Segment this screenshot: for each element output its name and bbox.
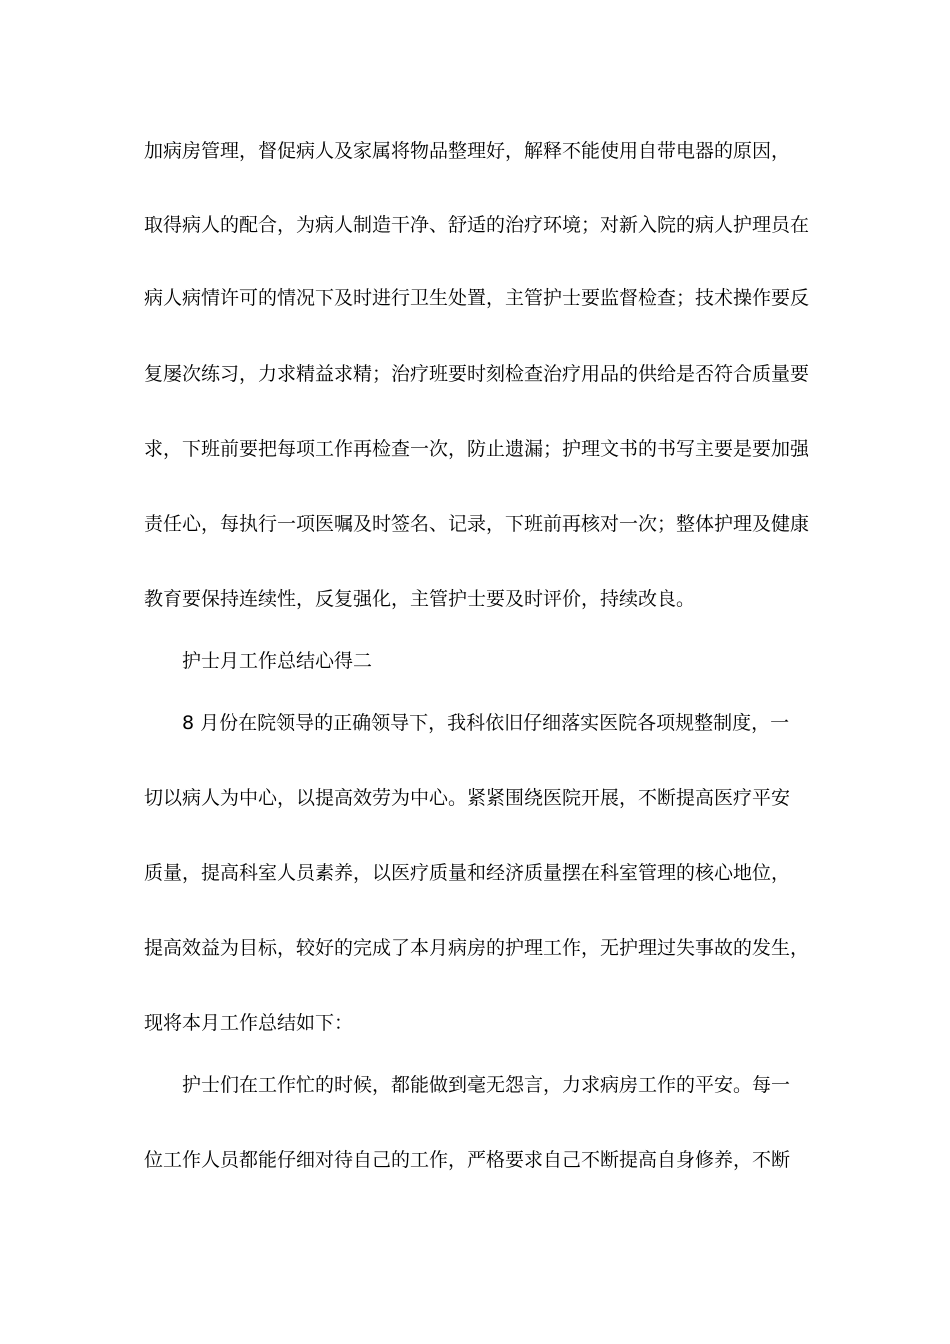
paragraph-line: 位工作人员都能仔细对待自己的工作，严格要求自己不断提高自身修养，不断 — [144, 1149, 791, 1171]
paragraph-line: 切以病人为中心，以提高效劳为中心。紧紧围绕医院开展，不断提高医疗平安 — [144, 787, 791, 809]
paragraph-line: 现将本月工作总结如下： — [144, 1012, 354, 1034]
paragraph-line: 提高效益为目标，较好的完成了本月病房的护理工作，无护理过失事故的发生， — [144, 937, 810, 959]
section-heading: 护士月工作总结心得二 — [182, 650, 373, 672]
paragraph-line: 病人病情许可的情况下及时进行卫生处置，主管护士要监督检查；技术操作要反 — [144, 287, 810, 309]
paragraph-line: 求，下班前要把每项工作再检查一次，防止遗漏；护理文书的书写主要是要加强 — [144, 438, 810, 460]
paragraph-line: 8 月份在院领导的正确领导下，我科依旧仔细落实医院各项规整制度，一 — [182, 712, 790, 734]
paragraph-line: 加病房管理，督促病人及家属将物品整理好，解释不能使用自带电器的原因， — [144, 140, 791, 162]
paragraph-line: 护士们在工作忙的时候，都能做到毫无怨言，力求病房工作的平安。每一 — [182, 1074, 791, 1096]
paragraph-line: 教育要保持连续性，反复强化，主管护士要及时评价，持续改良。 — [144, 588, 696, 610]
paragraph-line: 复屡次练习，力求精益求精；治疗班要时刻检查治疗用品的供给是否符合质量要 — [144, 363, 810, 385]
paragraph-line: 质量，提高科室人员素养，以医疗质量和经济质量摆在科室管理的核心地位， — [144, 862, 791, 884]
paragraph-line: 取得病人的配合，为病人制造干净、舒适的治疗环境；对新入院的病人护理员在 — [144, 214, 810, 236]
paragraph-line: 责任心，每执行一项医嘱及时签名、记录，下班前再核对一次；整体护理及健康 — [144, 513, 810, 535]
